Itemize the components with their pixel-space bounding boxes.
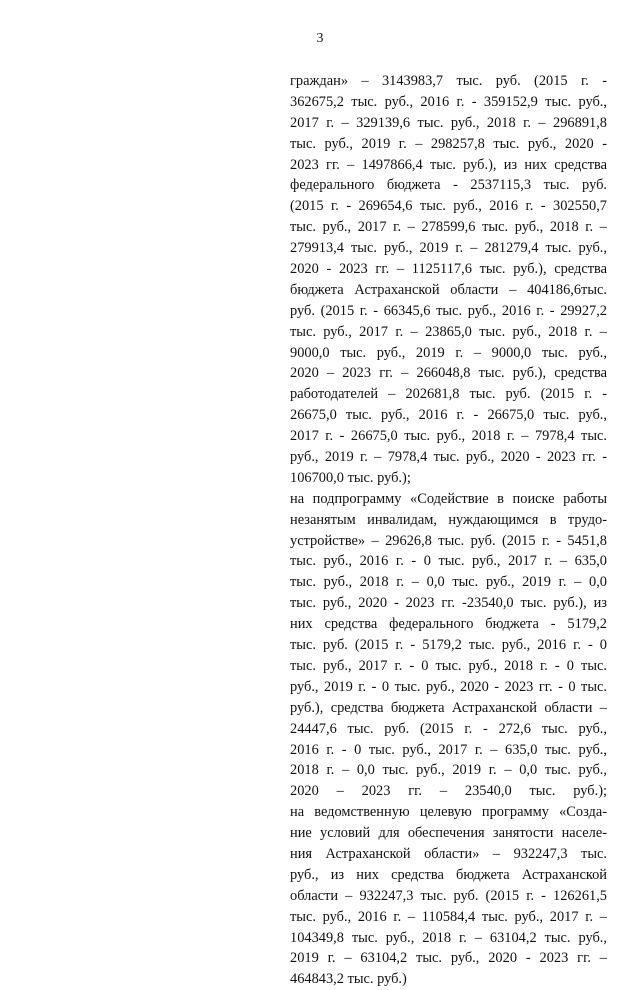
text-line: них средства федерального бюджета - 5179,2 bbox=[290, 616, 607, 633]
page-number: 3 bbox=[316, 31, 324, 46]
text-line: 2020 - 2023 гг. – 1125117,6 тыс. руб.), средства bbox=[290, 261, 607, 278]
text-line: тыс. руб., 2016 г. - 0 тыс. руб., 2017 г. – 635,0 bbox=[290, 553, 607, 570]
text-line: 2016 г. - 0 тыс. руб., 2017 г. – 635,0 тыс. руб., bbox=[290, 741, 607, 758]
text-line: тыс. руб. (2015 г. - 5179,2 тыс. руб., 2016 г. - 0 bbox=[290, 637, 607, 654]
text-line: незанятым инвалидам, нуждающимся в трудо- bbox=[290, 511, 607, 528]
text-line: руб., 2019 г. – 7978,4 тыс. руб., 2020 - 2023 гг. - bbox=[290, 449, 607, 466]
text-line: 26675,0 тыс. руб., 2016 г. - 26675,0 тыс. руб., bbox=[290, 407, 607, 424]
text-line: ние условий для обеспечения занятости населе- bbox=[290, 825, 607, 842]
text-line: тыс. руб., 2017 г. – 278599,6 тыс. руб., 2018 г. – bbox=[290, 219, 607, 236]
text-line: 2017 г. – 329139,6 тыс. руб., 2018 г. – 296891,8 bbox=[290, 114, 607, 131]
text-line: 9000,0 тыс. руб., 2019 г. – 9000,0 тыс. руб., bbox=[290, 344, 607, 361]
text-line: 2019 г. – 63104,2 тыс. руб., 2020 - 2023 гг. – bbox=[290, 950, 607, 967]
text-line: федерального бюджета - 2537115,3 тыс. руб. bbox=[290, 177, 607, 194]
text-line: граждан» – 3143983,7 тыс. руб. (2015 г. - bbox=[290, 73, 607, 89]
text-line: на подпрограмму «Содействие в поиске работы bbox=[290, 490, 607, 507]
text-line: 2020 – 2023 гг. – 23540,0 тыс. руб.); bbox=[290, 783, 607, 800]
text-line: 362675,2 тыс. руб., 2016 г. - 359152,9 тыс. руб., bbox=[290, 93, 607, 110]
body-text bbox=[290, 71, 607, 990]
text-line: тыс. руб., 2018 г. – 0,0 тыс. руб., 2019 г. – 0,0 bbox=[290, 574, 607, 591]
text-line: бюджета Астраханской области – 404186,6тыс. bbox=[290, 281, 607, 298]
text-line: руб. (2015 г. - 66345,6 тыс. руб., 2016 г. - 29927,2 bbox=[290, 302, 607, 319]
text-line: 2018 г. – 0,0 тыс. руб., 2019 г. – 0,0 тыс. руб., bbox=[290, 762, 607, 779]
text-line: тыс. руб., 2016 г. – 110584,4 тыс. руб., 2017 г. – bbox=[290, 908, 607, 925]
text-line: 24447,6 тыс. руб. (2015 г. - 272,6 тыс. руб., bbox=[290, 720, 607, 737]
text-line: тыс. руб., 2017 г. - 0 тыс. руб., 2018 г. - 0 тыс. bbox=[290, 657, 607, 674]
text-line: 279913,4 тыс. руб., 2019 г. – 281279,4 тыс. руб., bbox=[290, 240, 607, 257]
text-line: руб., 2019 г. - 0 тыс. руб., 2020 - 2023 гг. - 0 тыс. bbox=[290, 678, 607, 695]
text-line: руб.), средства бюджета Астраханской области – bbox=[290, 699, 607, 716]
text-line: 2017 г. - 26675,0 тыс. руб., 2018 г. – 7978,4 тыс. bbox=[290, 428, 607, 445]
text-line: 106700,0 тыс. руб.); bbox=[290, 469, 411, 486]
text-line: тыс. руб., 2017 г. – 23865,0 тыс. руб., 2018 г. – bbox=[290, 323, 607, 340]
text-line: 2023 гг. – 1497866,4 тыс. руб.), из них средства bbox=[290, 156, 607, 173]
text-line: руб., из них средства бюджета Астраханской bbox=[290, 866, 607, 883]
text-line: 2020 – 2023 гг. – 266048,8 тыс. руб.), средства bbox=[290, 365, 607, 382]
text-line: 464843,2 тыс. руб.) bbox=[290, 971, 407, 988]
text-line: ния Астраханской области» – 932247,3 тыс. bbox=[290, 845, 607, 862]
text-line: на ведомственную целевую программу «Созда- bbox=[290, 804, 607, 821]
text-line: области – 932247,3 тыс. руб. (2015 г. - 126261,5 bbox=[290, 887, 607, 904]
text-line: тыс. руб., 2020 - 2023 гг. -23540,0 тыс. руб.), из bbox=[290, 595, 607, 612]
text-line: устройстве» – 29626,8 тыс. руб. (2015 г. - 5451,8 bbox=[290, 532, 607, 549]
text-line: (2015 г. - 269654,6 тыс. руб., 2016 г. - 302550,7 bbox=[290, 198, 607, 215]
text-line: тыс. руб., 2019 г. – 298257,8 тыс. руб., 2020 - bbox=[290, 135, 607, 152]
text-line: работодателей – 202681,8 тыс. руб. (2015 г. - bbox=[290, 386, 607, 403]
text-line: 104349,8 тыс. руб., 2018 г. – 63104,2 тыс. руб., bbox=[290, 929, 607, 946]
